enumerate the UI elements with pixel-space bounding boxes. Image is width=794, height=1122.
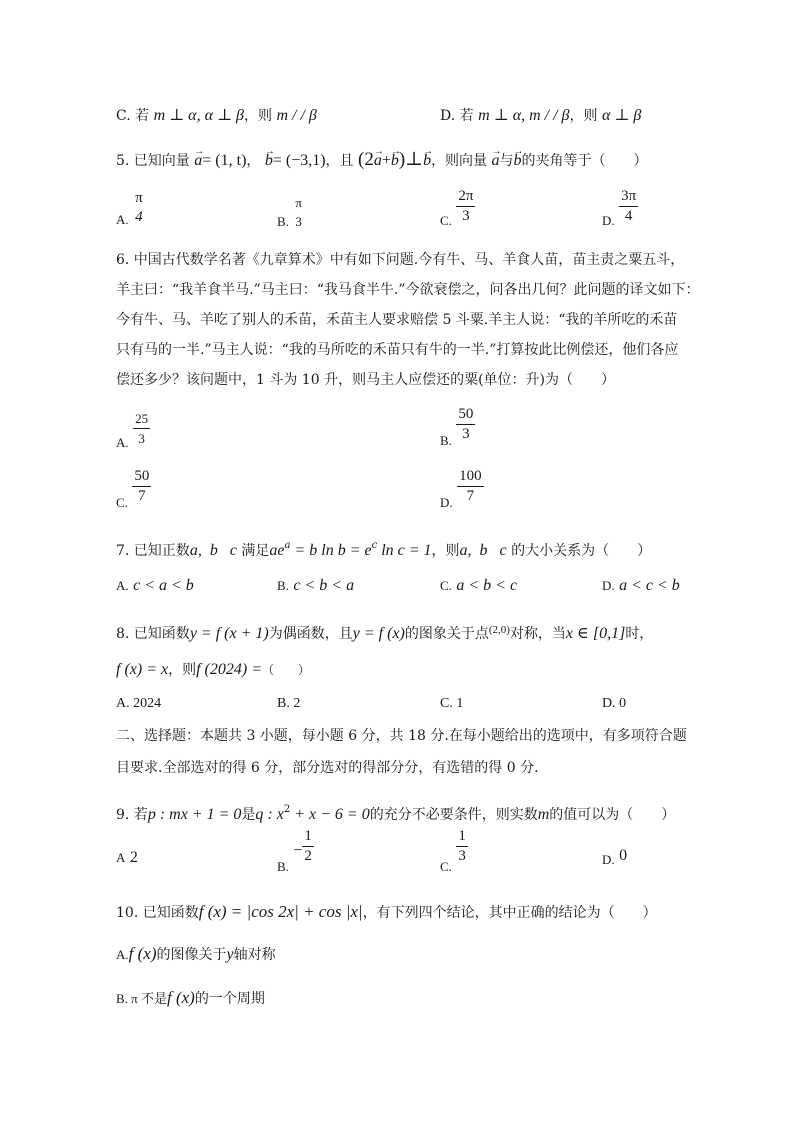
text-fragment: 8. 已知函数 <box>116 626 190 642</box>
fraction-denominator: 3 <box>138 431 145 446</box>
math-expression: = (1, t) <box>202 152 247 169</box>
fraction-numerator: 25 <box>133 410 150 429</box>
option-label: C. <box>440 858 452 874</box>
text-fragment: 的图像关于 <box>156 947 227 963</box>
math-expression: a < b < c <box>456 577 518 594</box>
math-expression: a < c < b <box>619 577 680 594</box>
math-expression: (2 <box>358 149 374 170</box>
option-label: C. 若 <box>116 108 150 124</box>
vector-a: → a <box>374 151 382 171</box>
fraction-denominator: 3 <box>295 214 302 229</box>
math-expression: = b ln b = e <box>290 542 372 559</box>
fraction-denominator: 3 <box>462 426 470 442</box>
fraction-numerator: 50 <box>132 468 151 487</box>
text-fragment: 满足 <box>241 543 270 559</box>
option-label: D. <box>602 212 615 228</box>
fraction-denominator: 3 <box>462 208 470 224</box>
q6-stem-line-4: 只有马的一半.”马主人说：“我的马所吃的禾苗只有牛的一半.”打算按此比例偿还，他们各应 <box>116 342 679 358</box>
math-expression: + <box>381 152 391 169</box>
text-fragment: ， <box>246 153 261 169</box>
vector-b: → b <box>391 151 399 171</box>
fraction-numerator: 3π <box>619 188 638 207</box>
q4-option-d[interactable] <box>440 106 641 126</box>
q6-option-c[interactable] <box>116 468 151 510</box>
fraction <box>132 468 151 505</box>
text-fragment: 的充分不必要条件，则实数 <box>369 807 538 823</box>
text-fragment: 时， <box>625 626 654 642</box>
fraction-numerator: 100 <box>457 468 484 487</box>
minus-sign: − <box>293 841 303 859</box>
q6-option-d[interactable] <box>440 468 484 510</box>
fraction <box>302 828 314 865</box>
fraction-numerator: 2π <box>456 188 475 207</box>
text-fragment: 7. 已知正数 <box>116 543 190 559</box>
option-label: B. <box>440 432 452 448</box>
fraction-denominator: 4 <box>624 208 633 224</box>
math-superscript: c <box>371 540 378 551</box>
option-label: A. <box>116 947 129 962</box>
text-fragment: 5. 已知向量 <box>116 153 190 169</box>
section-2-heading-line-2: 目要求.全部选对的得 6 分，部分选对的得部分分，有选错的得 0 分. <box>116 760 539 776</box>
q6-option-a[interactable] <box>116 410 150 450</box>
math-expression: y = f (x) <box>352 625 405 642</box>
text-fragment: 的夹角等于（ ） <box>521 153 648 169</box>
q9-stem <box>116 800 675 825</box>
fraction-numerator: π <box>295 195 302 210</box>
fraction <box>133 410 150 447</box>
q7-option-b[interactable] <box>277 576 354 596</box>
q10-option-b[interactable] <box>116 988 265 1009</box>
fraction <box>456 828 468 865</box>
option-label: D. <box>602 852 615 867</box>
vector-a: → a <box>194 151 202 171</box>
text-fragment: ，且 <box>325 153 354 169</box>
math-expression: y <box>226 946 234 963</box>
fraction-numerator: 50 <box>456 406 475 425</box>
q5-option-c[interactable] <box>440 188 475 228</box>
option-label: A <box>116 850 126 865</box>
q8-stem-line-2 <box>116 660 310 680</box>
vector-b: → b <box>265 151 273 171</box>
fraction <box>457 468 484 505</box>
q5-option-d[interactable] <box>602 188 638 228</box>
q5-option-a[interactable] <box>116 190 145 226</box>
q6-stem-line-3: 今有牛、马、羊吃了别人的禾苗，禾苗主人要求赔偿 5 斗粟.羊主人说：“我的羊所吃的禾苗 <box>116 312 678 328</box>
q8-option-b[interactable]: B. 2 <box>277 696 301 711</box>
fraction <box>619 188 638 225</box>
math-expression: m / / β <box>276 107 317 124</box>
fraction-denominator: 7 <box>138 488 146 504</box>
q9-option-a[interactable] <box>116 848 138 868</box>
math-expression: q : x <box>255 806 284 823</box>
text-fragment: ，有下列四个结论，其中正确的结论为（ ） <box>362 905 657 921</box>
q6-stem-line-5: 偿还多少？该问题中，1 斗为 10 升，则马主人应偿还的粟(单位：升)为（ ） <box>116 372 615 388</box>
text-fragment: （ ） <box>262 663 311 677</box>
option-label: D. <box>440 494 453 510</box>
q7-stem <box>116 536 651 561</box>
text-fragment: 的图象关于点 <box>404 626 489 642</box>
option-label: B. <box>277 214 289 229</box>
math-expression: p : mx + 1 = 0 <box>147 806 242 823</box>
text-fragment: 9. 若 <box>116 807 148 823</box>
option-value: 0 <box>619 847 628 864</box>
fraction <box>293 194 304 230</box>
q9-option-b[interactable] <box>277 828 314 874</box>
q7-option-a[interactable] <box>116 576 194 596</box>
math-expression: a, b c <box>459 542 507 559</box>
fraction-denominator: 3 <box>458 848 466 864</box>
vector-b: → b <box>514 151 522 171</box>
q6-stem-line-1: 6. 中国古代数学名著《九章算术》中有如下问题.今有牛、马、羊食人苗，苗主责之粟五斗， <box>116 252 685 268</box>
q4-option-c[interactable] <box>116 106 317 126</box>
option-label: A. <box>116 434 129 450</box>
math-superscript: 2 <box>283 804 291 815</box>
math-expression: f (2024) = <box>196 661 263 678</box>
fraction-denominator: 4 <box>135 209 143 225</box>
math-expression: ln c = 1 <box>377 542 432 559</box>
text-fragment: 为偶函数，且 <box>268 626 353 642</box>
option-label: C. <box>440 212 452 228</box>
q8-option-c[interactable]: C. 1 <box>440 696 464 711</box>
q9-option-d[interactable] <box>602 846 627 866</box>
option-label: B. π 不是 <box>116 991 167 1006</box>
q10-option-a[interactable] <box>116 944 276 965</box>
math-expression: ae <box>269 542 285 559</box>
option-label: C. <box>440 578 452 593</box>
text-fragment: ，则 <box>244 108 272 124</box>
q10-stem <box>116 902 657 923</box>
math-expression: a, b c <box>189 542 237 559</box>
text-fragment: ，则向量 <box>431 153 488 169</box>
math-expression: m ⊥ α, m / / β <box>478 107 570 124</box>
fraction <box>456 188 475 225</box>
option-label: A. <box>116 578 129 593</box>
fraction-numerator: 1 <box>456 828 468 847</box>
fraction-numerator: 1 <box>302 828 314 847</box>
option-label: C. <box>116 494 128 510</box>
text-fragment: 的一个周期 <box>194 991 265 1007</box>
text-fragment: 与 <box>499 153 514 169</box>
option-label: D. 若 <box>440 108 474 124</box>
q6-stem-line-2: 羊主曰：“我羊食半马.”马主曰：“我马食半牛.”今欲衰偿之，问各出几何？此问题的译文如下： <box>116 282 700 298</box>
q7-option-c[interactable] <box>440 576 517 596</box>
math-expression: c < b < a <box>293 577 355 594</box>
text-fragment: ，则 <box>168 662 197 678</box>
math-superscript: a <box>284 540 291 551</box>
fraction-numerator: π <box>135 190 143 206</box>
math-expression: f (x) <box>167 988 195 1007</box>
vector-b: → b <box>423 151 431 171</box>
vector-a: → a <box>492 151 500 171</box>
q6-option-b[interactable] <box>440 406 475 448</box>
option-value: 2 <box>129 849 138 866</box>
math-expression: y = f (x + 1) <box>189 625 269 642</box>
q5-stem <box>116 150 648 171</box>
text-fragment: 的大小关系为（ ） <box>511 543 652 559</box>
q8-option-d[interactable]: D. 0 <box>602 696 627 711</box>
option-label: B. <box>277 858 289 874</box>
math-expression: x ∈ [0,1] <box>565 625 626 642</box>
option-label: A. <box>116 212 129 227</box>
fraction <box>133 190 145 226</box>
math-expression: = (−3,1) <box>272 152 326 169</box>
text-fragment: 10. 已知函数 <box>116 905 199 921</box>
text-fragment: 是 <box>241 807 256 823</box>
q5-option-b[interactable] <box>277 194 304 230</box>
math-expression: (2,0) <box>488 624 510 636</box>
option-label: D. <box>602 578 615 593</box>
fraction-denominator: 7 <box>466 488 475 504</box>
text-fragment: 对称，当 <box>509 626 566 642</box>
math-expression: m ⊥ α, α ⊥ β <box>153 107 244 124</box>
fraction <box>456 406 475 443</box>
q9-option-c[interactable] <box>440 828 468 874</box>
option-label: B. <box>277 578 289 593</box>
math-expression: c < a < b <box>133 577 194 594</box>
q8-stem-line-1 <box>116 620 653 644</box>
text-fragment: ，则 <box>431 543 460 559</box>
text-fragment: 的值可以为（ ） <box>549 807 676 823</box>
math-expression: f (x) <box>128 944 157 963</box>
math-expression: )⊥ <box>398 149 424 170</box>
text-fragment: 轴对称 <box>233 947 276 963</box>
section-2-heading-line-1: 二、选择题：本题共 3 小题，每小题 6 分，共 18 分.在每小题给出的选项中，有多项符合题 <box>116 728 687 744</box>
q8-option-a[interactable]: A. 2024 <box>116 696 162 711</box>
math-expression: f (x) = |cos 2x| + cos |x| <box>198 902 363 921</box>
math-expression: α ⊥ β <box>601 107 642 124</box>
text-fragment: ，则 <box>569 108 598 124</box>
math-expression: m <box>537 806 550 823</box>
fraction-denominator: 2 <box>304 848 312 864</box>
math-expression: + x − 6 = 0 <box>290 806 370 823</box>
math-expression: f (x) = x <box>116 661 169 678</box>
q7-option-d[interactable] <box>602 576 680 596</box>
